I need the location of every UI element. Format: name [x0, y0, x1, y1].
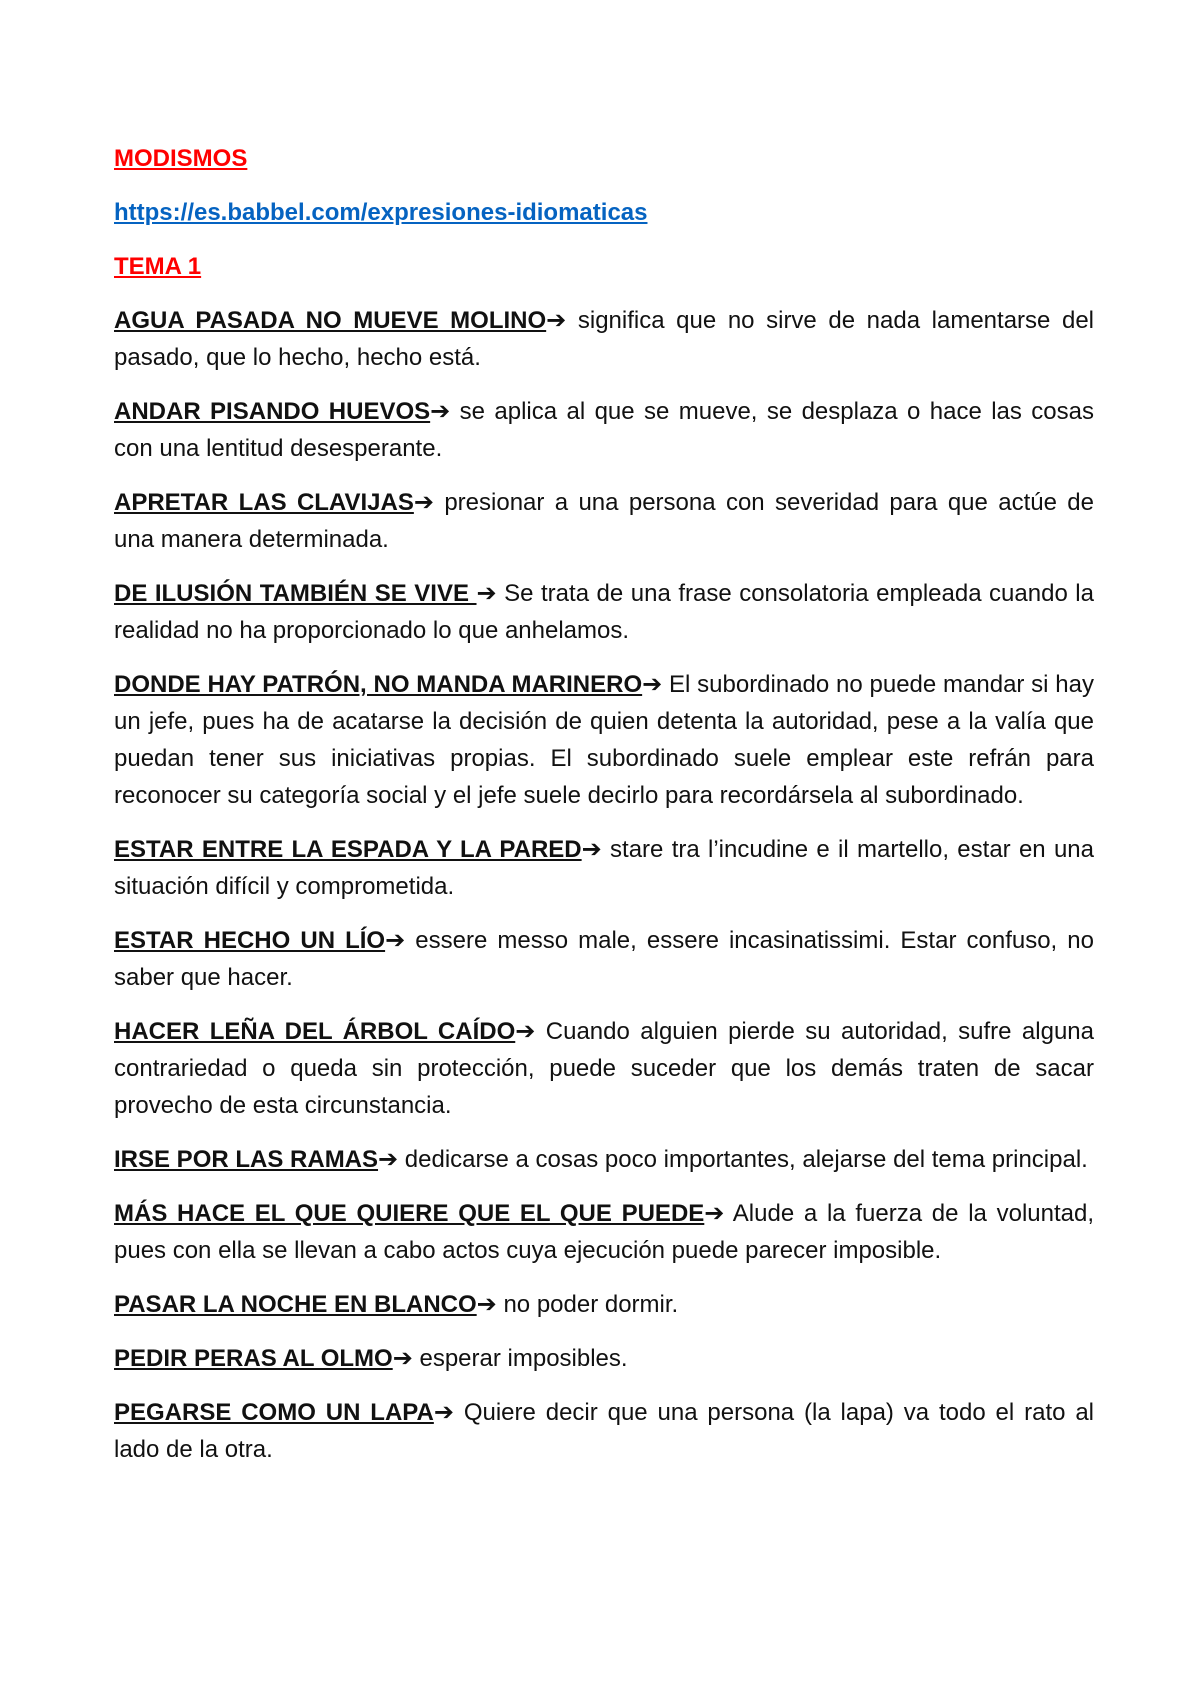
idiom-entry — [114, 575, 1094, 649]
idiom-term: AGUA PASADA NO MUEVE MOLINO — [114, 307, 547, 334]
idiom-term: ANDAR PISANDO HUEVOS — [114, 398, 431, 425]
idiom-entry — [114, 1141, 1094, 1178]
idiom-definition: se aplica al que se mueve, se desplaza o hace las cosas con una lentitud desesperante. — [114, 398, 1094, 462]
idiom-definition: esperar imposibles. — [412, 1345, 628, 1372]
idiom-term: MÁS HACE EL QUE QUIERE QUE EL QUE PUEDE — [114, 1200, 705, 1227]
idiom-term: ESTAR ENTRE LA ESPADA Y LA PARED — [114, 836, 582, 863]
idiom-entry — [114, 1195, 1094, 1269]
document-title: MODISMOS — [114, 145, 248, 172]
idiom-definition: no poder dormir. — [496, 1291, 679, 1318]
arrow-icon: ➔ — [581, 836, 602, 863]
idiom-term: ESTAR HECHO UN LÍO — [114, 927, 386, 954]
arrow-icon: ➔ — [430, 398, 451, 425]
idiom-term: PEGARSE COMO UN LAPA — [114, 1399, 434, 1426]
idiom-definition: presionar a una persona con severidad para que actúe de una manera determinada. — [114, 489, 1094, 553]
idiom-term: IRSE POR LAS RAMAS — [114, 1146, 379, 1173]
idiom-definition: El subordinado no puede mandar si hay un jefe, pues ha de acatarse la decisión de quien detenta la autoridad, pese a la valía que puedan tener sus iniciativas propias. El subordinado suele emplear este refrán para reconocer su categoría social y el jefe suele decirlo para recordársela al subordinado. — [114, 671, 1094, 809]
idiom-entry — [114, 1394, 1094, 1468]
arrow-icon: ➔ — [433, 1399, 454, 1426]
idiom-entry — [114, 666, 1094, 814]
idiom-term: DONDE HAY PATRÓN, NO MANDA MARINERO — [114, 671, 643, 698]
idiom-definition: essere messo male, essere incasinatissimi. Estar confuso, no saber que hacer. — [114, 927, 1094, 991]
idiom-definition: Quiere decir que una persona (la lapa) va todo el rato al lado de la otra. — [114, 1399, 1095, 1463]
idiom-term: DE ILUSIÓN TAMBIÉN SE VIVE — [114, 580, 477, 607]
arrow-icon: ➔ — [515, 1018, 536, 1045]
idiom-entry — [114, 831, 1094, 905]
idiom-definition: stare tra l’incudine e il martello, estar en una situación difícil y comprometida. — [114, 836, 1094, 900]
idiom-term: PASAR LA NOCHE EN BLANCO — [114, 1291, 477, 1318]
idiom-definition: significa que no sirve de nada lamentarse del pasado, que lo hecho, hecho está. — [114, 307, 1095, 371]
babbel-link[interactable]: https://es.babbel.com/expresiones-idiomaticas — [114, 199, 648, 226]
arrow-icon: ➔ — [642, 671, 663, 698]
idiom-entry — [114, 922, 1094, 996]
idiom-entry — [114, 1340, 1094, 1377]
idiom-term: APRETAR LAS CLAVIJAS — [114, 489, 414, 516]
arrow-icon: ➔ — [476, 1291, 497, 1318]
idiom-entry — [114, 484, 1094, 558]
idiom-term: PEDIR PERAS AL OLMO — [114, 1345, 393, 1372]
arrow-icon: ➔ — [392, 1345, 413, 1372]
idiom-entry — [114, 302, 1094, 376]
arrow-icon: ➔ — [385, 927, 406, 954]
document-body — [114, 140, 1094, 1485]
idiom-entry — [114, 1286, 1094, 1323]
arrow-icon: ➔ — [413, 489, 434, 516]
idiom-entry — [114, 393, 1094, 467]
section-heading: TEMA 1 — [114, 253, 202, 280]
idiom-term: HACER LEÑA DEL ÁRBOL CAÍDO — [114, 1018, 516, 1045]
idiom-entry — [114, 1013, 1094, 1124]
arrow-icon: ➔ — [378, 1146, 399, 1173]
arrow-icon: ➔ — [704, 1200, 725, 1227]
idiom-definition: Se trata de una frase consolatoria empleada cuando la realidad no ha proporcionado lo que anhelamos. — [114, 580, 1094, 644]
arrow-icon: ➔ — [546, 307, 567, 334]
arrow-icon: ➔ — [476, 580, 497, 607]
idiom-definition: dedicarse a cosas poco importantes, alejarse del tema principal. — [398, 1146, 1088, 1173]
idiom-definition: Alude a la fuerza de la voluntad, pues con ella se llevan a cabo actos cuya ejecución puede parecer imposible. — [114, 1200, 1095, 1264]
idiom-definition: Cuando alguien pierde su autoridad, sufre alguna contrariedad o queda sin protección, puede suceder que los demás traten de sacar provecho de esta circunstancia. — [114, 1018, 1094, 1119]
